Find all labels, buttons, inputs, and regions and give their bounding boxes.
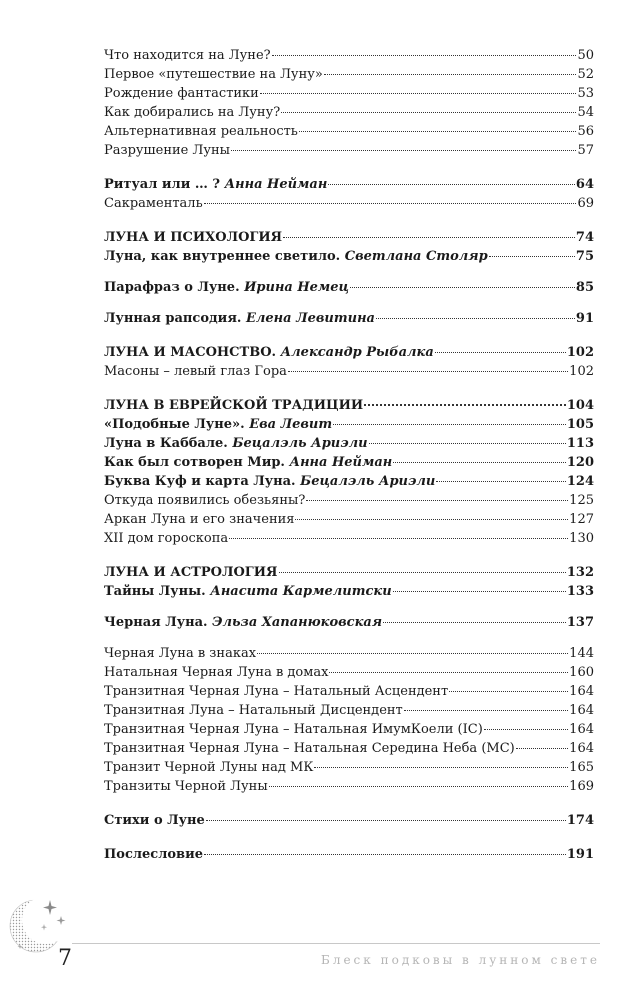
toc-entry-title [104,175,327,194]
toc-gap [104,548,594,563]
toc-entry [104,682,594,701]
toc-entry-title-text: ЛУНА И МАСОНСТВО. [104,345,281,360]
toc-entry-title [104,362,287,381]
toc-entry-title-text: Первое «путешествие на Луну» [104,67,323,82]
dot-leader [260,93,577,94]
dot-leader [393,591,566,592]
toc-gap [104,266,594,278]
toc-entry-title [104,343,434,362]
toc-entry [104,396,594,415]
toc-entry-page: 54 [577,105,594,120]
toc-entry-page: 91 [575,311,594,326]
toc-entry-title-text: Парафраз о Луне. [104,280,245,295]
toc-gap [104,601,594,613]
dot-leader [231,150,576,151]
toc-entry-title [104,720,483,739]
toc-entry [104,739,594,758]
toc-entry [104,529,594,548]
toc-entry-title-text: Натальная Черная Луна в домах [104,665,329,680]
toc-entry-title-text: Аркан Луна и его значения [104,512,295,527]
toc-entry-title-text: Луна, как внутреннее светило. [104,249,345,264]
toc-entry [104,472,594,491]
toc-entry [104,194,594,213]
toc-entry-page: 164 [569,722,594,737]
toc-entry-title-text: ЛУНА В ЕВРЕЙСКОЙ ТРАДИЦИИ [104,398,364,413]
toc-entry [104,720,594,739]
dot-leader [383,622,566,623]
toc-entry-page: 102 [566,345,594,360]
toc-entry-page: 169 [569,779,594,794]
toc-entry [104,453,594,472]
toc-entry-title [104,701,403,720]
dot-leader [436,481,566,482]
toc-entry-title-text: Как был сотворен Мир. [104,455,290,470]
toc-entry-title-text: Альтернативная реальность [104,124,298,139]
toc-entry-title [104,663,328,682]
toc-entry-title [104,510,294,529]
dot-leader [269,786,568,787]
dot-leader [324,74,577,75]
toc-entry-title-text: Сакраменталь [104,196,203,211]
toc-entry-page: 69 [577,196,594,211]
dot-leader [393,462,566,463]
toc-entry [104,362,594,381]
toc-entry-title [104,309,375,328]
toc-entry-page: 113 [566,436,594,451]
toc-entry-page: 137 [566,615,594,630]
toc-entry-title [104,582,392,601]
toc-entry [104,434,594,453]
toc-entry-title-text: Черная Луна. [104,615,213,630]
toc-entry-page: 53 [577,86,594,101]
toc-entry-page: 56 [577,124,594,139]
toc-entry [104,228,594,247]
dot-leader [364,404,566,406]
toc-entry [104,663,594,682]
dot-leader [229,538,568,539]
toc-entry-title-text: Буква Куф и карта Луна. [104,474,301,489]
toc-gap [104,160,594,175]
toc-entry [104,103,594,122]
dot-leader [350,287,575,288]
toc-entry-page: 64 [575,177,594,192]
toc-entry-page: 104 [566,398,594,413]
toc-entry [104,582,594,601]
toc-entry-page: 52 [577,67,594,82]
dot-leader [369,443,566,444]
toc-entry-title-text: Масоны – левый глаз Гора [104,364,287,379]
toc-gap [104,632,594,644]
toc-entry-title [104,758,313,777]
toc-entry [104,278,594,297]
toc-entry-page: 57 [577,143,594,158]
footer-divider [72,943,600,944]
toc-entry-author: Эльза Хапанюковская [212,615,383,630]
toc-entry [104,46,594,65]
toc-gap [104,381,594,396]
dot-leader [283,237,575,238]
toc-entry-author: Елена Левитина [245,311,375,326]
dot-leader [449,691,568,692]
dot-leader [484,729,568,730]
dot-leader [333,424,566,425]
toc-entry-page: 50 [577,48,594,63]
toc-entry-page: 130 [569,531,594,546]
dot-leader [376,318,575,319]
toc-entry [104,563,594,582]
toc-entry-title [104,845,203,864]
toc-entry-title-text: Луна в Каббале. [104,436,233,451]
dot-leader [272,55,577,56]
toc-entry-page: 74 [575,230,594,245]
toc-entry-author: Ирина Немец [244,280,350,295]
toc-entry [104,247,594,266]
toc-entry-title [104,777,268,796]
toc-entry-title-text: ЛУНА И ПСИХОЛОГИЯ [104,230,283,245]
toc-entry-title [104,472,435,491]
toc-entry-title-text: Транзитная Черная Луна – Натальная Середина Неба (MC) [104,741,515,756]
dot-leader [204,203,577,204]
toc-entry-page: 164 [569,741,594,756]
toc-entry-title [104,122,298,141]
dot-leader [206,820,566,821]
toc-entry-page: 164 [569,684,594,699]
dot-leader [435,352,566,353]
toc-entry-author: Светлана Столяр [344,249,488,264]
toc-entry-title-text: Ритуал или … ? [104,177,225,192]
toc-gap [104,213,594,228]
toc-entry-title [104,194,203,213]
toc-entry-page: 132 [566,565,594,580]
dot-leader [329,672,568,673]
toc-entry-title-text: Транзит Черной Луны над МК [104,760,314,775]
toc-entry [104,845,594,864]
toc-entry-title-text: Транзитная Черная Луна – Натальный Асцендент [104,684,449,699]
toc-entry-title [104,613,382,632]
toc-entry-page: 133 [566,584,594,599]
toc-entry-page: 144 [569,646,594,661]
dot-leader [516,748,568,749]
toc-entry-title [104,396,363,415]
toc-entry [104,415,594,434]
toc-entry-page: 165 [569,760,594,775]
toc-entry-title [104,46,271,65]
toc-entry-author: Анна Нейман [224,177,328,192]
toc-entry-title [104,228,282,247]
toc-entry [104,613,594,632]
toc-entry-title-text: Откуда появились обезьяны? [104,493,306,508]
toc-entry-author: Анасита Кармелитски [210,584,392,599]
toc-entry-page: 125 [569,493,594,508]
toc-entry-title [104,529,228,548]
toc-entry [104,122,594,141]
table-of-contents [104,46,594,864]
dot-leader [281,112,576,113]
toc-entry-page: 102 [569,364,594,379]
toc-entry-page: 191 [566,847,594,862]
toc-entry [104,309,594,328]
toc-entry-title-text: Транзитная Луна – Натальный Дисцендент [104,703,403,718]
toc-entry-page: 164 [569,703,594,718]
toc-gap [104,796,594,811]
toc-entry-title-text: «Подобные Луне». [104,417,250,432]
dot-leader [489,256,575,257]
toc-entry-author: Анна Нейман [289,455,393,470]
toc-entry-page: 120 [566,455,594,470]
toc-entry-page: 160 [569,665,594,680]
toc-entry-page: 174 [566,813,594,828]
dot-leader [295,519,568,520]
toc-entry-title [104,65,323,84]
toc-entry-title [104,453,392,472]
toc-entry-title-text: Черная Луна в знаках [104,646,257,661]
toc-entry-title [104,739,515,758]
toc-entry-title-text: ЛУНА И АСТРОЛОГИЯ [104,565,278,580]
toc-entry-title-text: Что находится на Луне? [104,48,271,63]
dot-leader [204,854,566,855]
dot-leader [279,572,566,573]
toc-entry-title-text: Тайны Луны. [104,584,211,599]
dot-leader [257,653,568,654]
dot-leader [299,131,577,132]
toc-entry-page: 124 [566,474,594,489]
toc-entry-title [104,278,349,297]
toc-entry-title-text: Послесловие [104,847,203,862]
toc-entry-page: 75 [575,249,594,264]
toc-entry-title-text: Рождение фантастики [104,86,259,101]
toc-entry-author: Александр Рыбалка [280,345,434,360]
toc-entry-title [104,141,230,160]
toc-entry [104,343,594,362]
toc-entry-title [104,491,305,510]
toc-entry-title [104,247,488,266]
dot-leader [404,710,568,711]
toc-entry-title [104,103,280,122]
toc-entry-title-text: XII дом гороскопа [104,531,229,546]
dot-leader [288,371,568,372]
toc-entry [104,644,594,663]
toc-entry-title [104,415,332,434]
toc-entry-title [104,644,256,663]
running-title: Блеск подковы в лунном свете [321,953,600,967]
toc-entry-title [104,563,278,582]
toc-entry-author: Ева Левит [249,417,333,432]
dot-leader [314,767,568,768]
toc-gap [104,328,594,343]
toc-entry [104,491,594,510]
toc-entry [104,701,594,720]
toc-entry-page: 127 [569,512,594,527]
toc-entry [104,141,594,160]
toc-entry-page: 105 [566,417,594,432]
toc-entry-title [104,682,448,701]
toc-entry [104,510,594,529]
page-number: 7 [58,946,72,971]
toc-entry-title-text: Транзитная Черная Луна – Натальная ИмумКоели (IC) [104,722,483,737]
toc-entry-page: 85 [575,280,594,295]
toc-entry [104,777,594,796]
toc-entry [104,84,594,103]
toc-entry [104,65,594,84]
toc-entry-title-text: Разрушение Луны [104,143,231,158]
toc-entry [104,811,594,830]
toc-entry-title-text: Как добирались на Луну? [104,105,281,120]
toc-entry-title-text: Стихи о Луне [104,813,205,828]
toc-entry-author: Бецалэль Ариэли [232,436,368,451]
toc-entry-title-text: Лунная рапсодия. [104,311,246,326]
toc-entry [104,758,594,777]
toc-gap [104,297,594,309]
toc-entry-title [104,811,205,830]
toc-entry-title [104,434,368,453]
dot-leader [306,500,568,501]
toc-gap [104,830,594,845]
toc-entry [104,175,594,194]
dot-leader [328,184,575,185]
toc-entry-author: Бецалэль Ариэли [300,474,436,489]
toc-entry-title [104,84,259,103]
toc-entry-title-text: Транзиты Черной Луны [104,779,268,794]
